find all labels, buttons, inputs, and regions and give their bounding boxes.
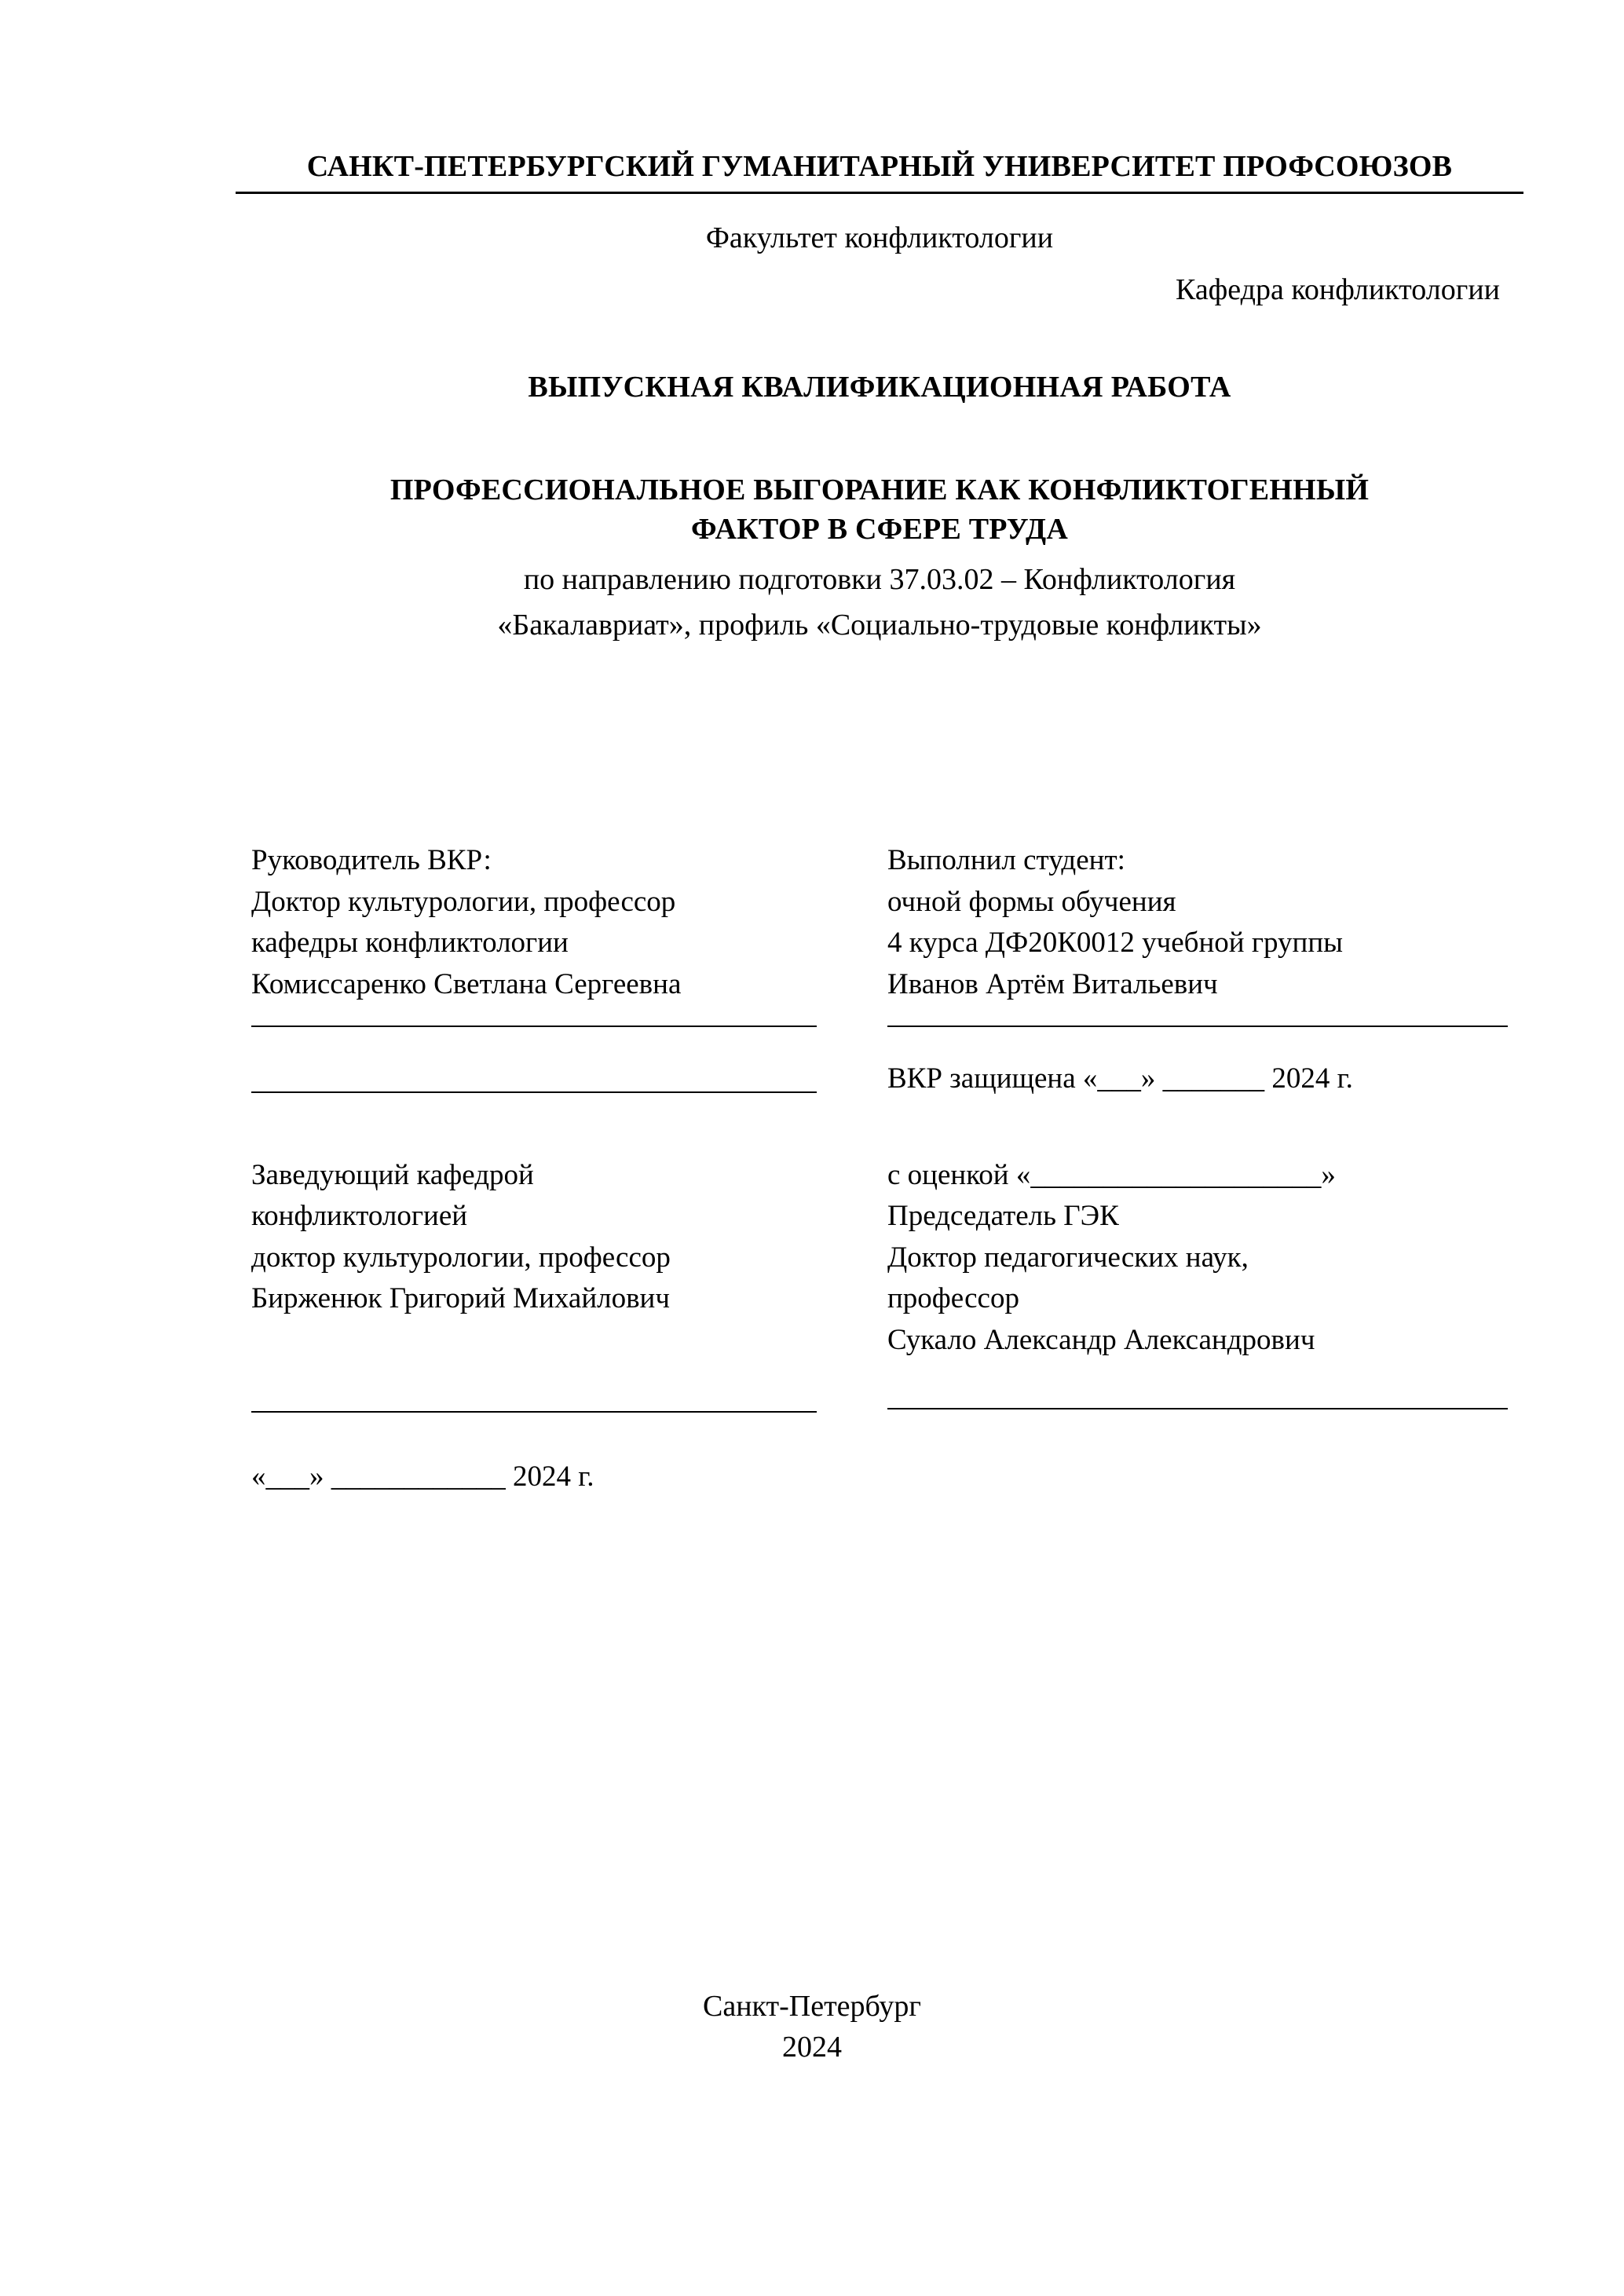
- head-role-line-2: конфликтологией: [251, 1200, 468, 1233]
- student-group: 4 курса ДФ20К0012 учебной группы: [887, 927, 1344, 960]
- head-of-department-block: [251, 1155, 887, 1498]
- footer-year: 2024: [782, 2031, 842, 2064]
- signatures-row-top: [251, 840, 1539, 1100]
- footer-city: Санкт-Петербург: [702, 1990, 922, 2023]
- defense-date-line: ВКР защищена «___» _______ 2024 г.: [887, 1062, 1353, 1095]
- thesis-title-line-1: ПРОФЕССИОНАЛЬНОЕ ВЫГОРАНИЕ КАК КОНФЛИКТОГЕННЫЙ: [390, 473, 1370, 506]
- thesis-title-line-2: ФАКТОР В СФЕРЕ ТРУДА: [691, 513, 1068, 547]
- head-degree: доктор культурологии, профессор: [251, 1241, 671, 1274]
- department-name: Кафедра конфликтологии: [1175, 273, 1500, 306]
- chair-name: Сукало Александр Александрович: [887, 1323, 1315, 1356]
- university-name: САНКТ-ПЕТЕРБУРГСКИЙ ГУМАНИТАРНЫЙ УНИВЕРСИТЕТ ПРОФСОЮЗОВ: [236, 149, 1523, 194]
- signatures-section: [251, 840, 1539, 1497]
- grade-line: с оценкой «____________________»: [887, 1158, 1336, 1191]
- program-direction: по направлению подготовки 37.03.02 – Конфликтология: [523, 563, 1236, 597]
- faculty-name: Факультет конфликтологии: [705, 221, 1054, 254]
- title-page-header: [236, 149, 1523, 645]
- student-role-label: Выполнил студент:: [887, 844, 1125, 876]
- supervisor-role-label: Руководитель ВКР:: [251, 844, 492, 876]
- chair-degree-line-2: профессор: [887, 1282, 1019, 1315]
- document-date-line: «___» ____________ 2024 г.: [251, 1460, 594, 1493]
- chair-degree-line-1: Доктор педагогических наук,: [887, 1241, 1249, 1274]
- supervisor-department: кафедры конфликтологии: [251, 927, 569, 960]
- student-form-of-study: очной формы обучения: [887, 885, 1176, 918]
- supervisor-degree: Доктор культурологии, профессор: [251, 885, 676, 918]
- chair-role-label: Председатель ГЭК: [887, 1200, 1119, 1233]
- document-type: ВЫПУСКНАЯ КВАЛИФИКАЦИОННАЯ РАБОТА: [528, 371, 1231, 404]
- head-name: Бирженюк Григорий Михайлович: [251, 1282, 670, 1315]
- program-profile: «Бакалавриат», профиль «Социально-трудовые конфликты»: [497, 608, 1262, 642]
- supervisor-block: [251, 840, 887, 1100]
- student-block: [887, 840, 1539, 1100]
- thesis-title: [236, 470, 1523, 549]
- student-name: Иванов Артём Витальевич: [887, 967, 1218, 1000]
- signatures-row-bottom: [251, 1155, 1539, 1498]
- supervisor-second-signature-line: [251, 1091, 817, 1093]
- head-role-line-1: Заведующий кафедрой: [251, 1158, 534, 1191]
- supervisor-name: Комиссаренко Светлана Сергеевна: [251, 967, 682, 1000]
- commission-chair-block: [887, 1155, 1539, 1498]
- chair-signature-line: [887, 1408, 1508, 1409]
